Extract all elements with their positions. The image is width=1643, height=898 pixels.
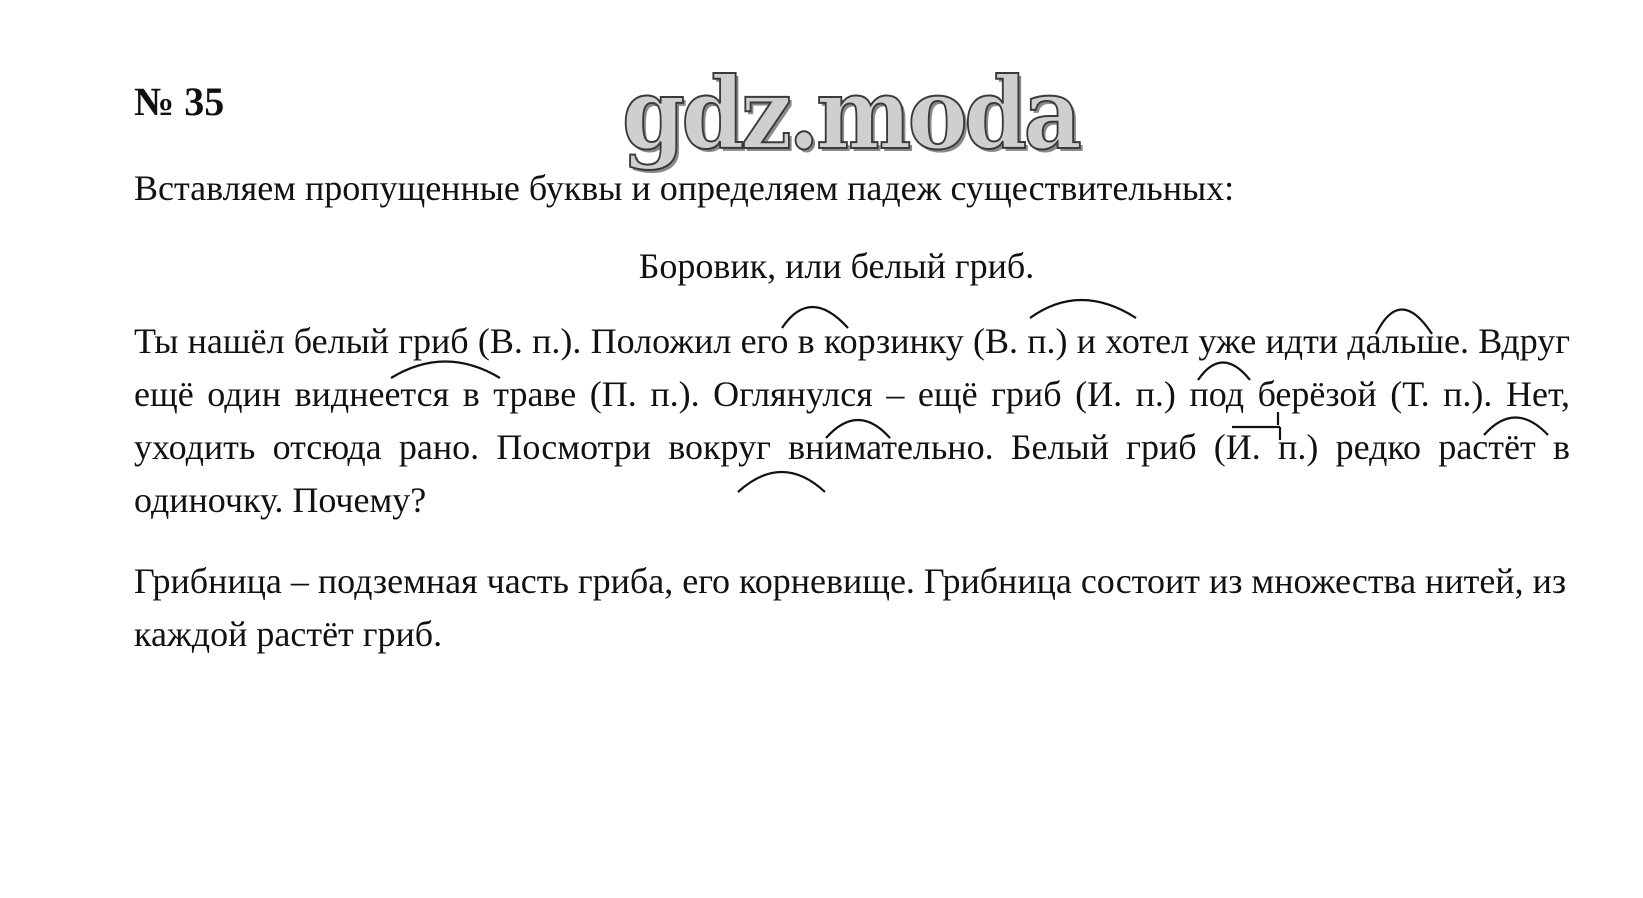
top-edge-mark — [785, 0, 865, 7]
watermark-logo: gdz.moda — [622, 57, 1079, 172]
story-text: Ты нашёл белый гриб (В. п.). Положил его в корзинку (В. п.) и хотел уже идти дальше. Вдруг ещё один виднеется в траве (П. п.). Оглянулся – ещё гриб (И. п.) под берёзой (Т. п.). Нет, уходить отсюда рано. Посмотри вокруг внимательно. Белый гриб (И. п.) редко растёт в одиночку. Почему? — [134, 321, 1570, 520]
story-title: Боровик, или белый гриб. — [638, 246, 1035, 286]
task-number: № 35 — [134, 79, 225, 124]
task-instruction: Вставляем пропущенные буквы и определяем падеж существительных: — [134, 168, 1235, 208]
explanation-note: Грибница – подземная часть гриба, его корневище. Грибница состоит из множества нитей, из каждой растёт гриб. — [134, 561, 1567, 654]
